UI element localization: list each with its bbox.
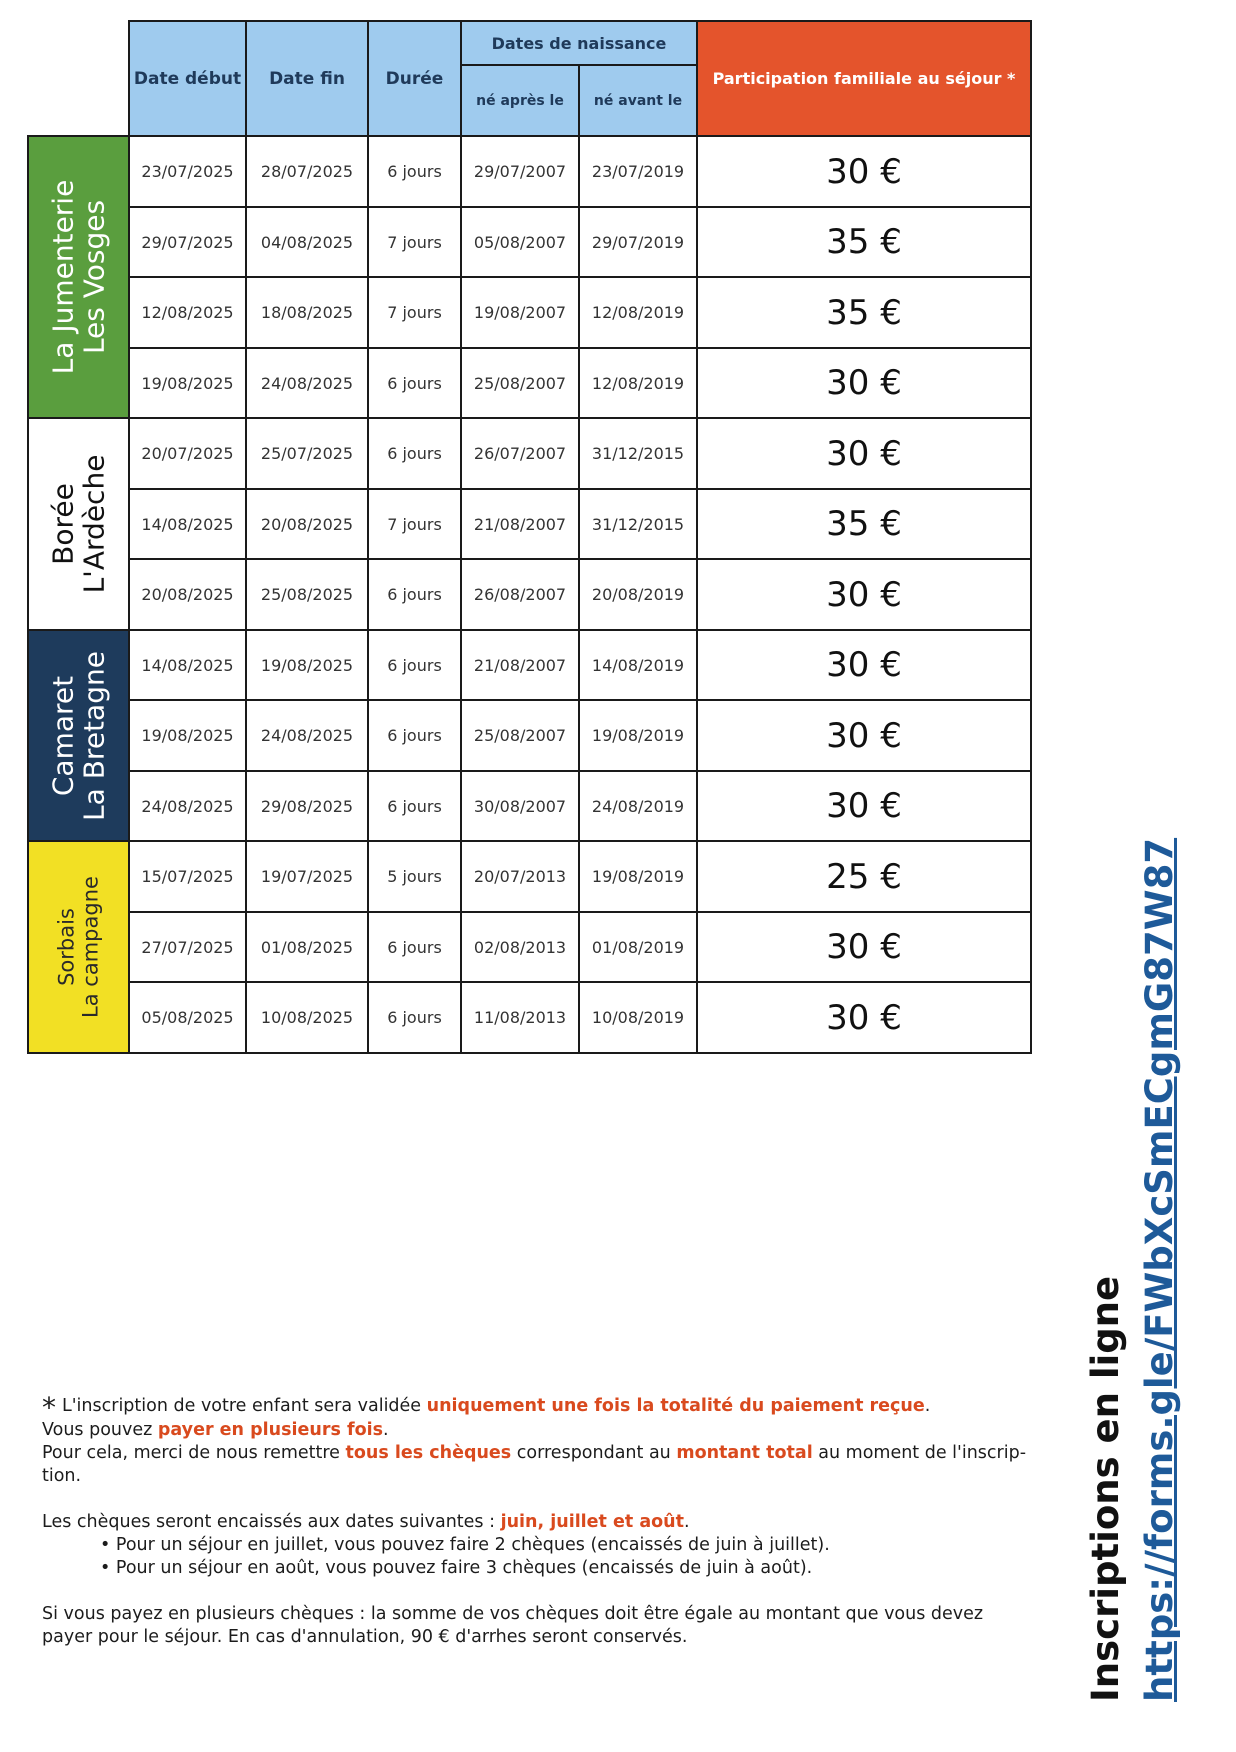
cell-duree: 6 jours (367, 699, 462, 772)
cell-duree: 7 jours (367, 206, 462, 278)
note-validation (42, 1391, 1052, 1424)
note-text: Vous pouvez (42, 1420, 158, 1440)
cell-ne-apres: 21/08/2007 (460, 488, 580, 560)
cell-date-debut: 15/07/2025 (128, 840, 247, 913)
cell-date-debut: 19/08/2025 (128, 347, 247, 419)
header-ne-avant: né avant le (578, 64, 698, 137)
header-participation: Participation familiale au séjour * (696, 20, 1032, 137)
cell-participation: 35 € (696, 206, 1032, 278)
bullet-august: • Pour un séjour en août, vous pouvez faire 3 chèques (encaissés de juin à août). (100, 1558, 813, 1578)
note-highlight: uniquement une fois la totalité du paiement reçue (426, 1396, 925, 1416)
cell-duree: 5 jours (367, 840, 462, 913)
cell-ne-apres: 25/08/2007 (460, 699, 580, 772)
cell-date-fin: 01/08/2025 (245, 911, 369, 983)
cell-ne-avant: 10/08/2019 (578, 981, 698, 1054)
site-name-line: La Jumenterie (46, 179, 80, 375)
cell-date-debut: 20/07/2025 (128, 417, 247, 490)
cell-ne-apres: 25/08/2007 (460, 347, 580, 419)
note-text: . (924, 1396, 931, 1416)
header-dates-naissance: Dates de naissance (460, 20, 698, 66)
cell-ne-avant: 20/08/2019 (578, 558, 698, 631)
cell-ne-apres: 26/08/2007 (460, 558, 580, 631)
cell-participation: 30 € (696, 699, 1032, 772)
note-text: au moment de l'inscrip- (812, 1443, 1027, 1463)
cell-date-debut: 19/08/2025 (128, 699, 247, 772)
online-title: Inscriptions en ligne (1084, 1275, 1127, 1702)
cell-participation: 30 € (696, 135, 1032, 208)
cell-date-fin: 25/08/2025 (245, 558, 369, 631)
cell-duree: 6 jours (367, 135, 462, 208)
cell-date-fin: 24/08/2025 (245, 699, 369, 772)
cell-duree: 6 jours (367, 981, 462, 1054)
note-text: Les chèques seront encaissés aux dates suivantes : (42, 1512, 501, 1532)
note-text: L'inscription de votre enfant sera validée (62, 1396, 427, 1416)
cell-ne-apres: 29/07/2007 (460, 135, 580, 208)
cell-ne-avant: 12/08/2019 (578, 347, 698, 419)
cell-ne-apres: 19/08/2007 (460, 276, 580, 349)
cell-participation: 25 € (696, 840, 1032, 913)
cell-ne-avant: 24/08/2019 (578, 770, 698, 842)
note-text: Pour cela, merci de nous remettre (42, 1443, 346, 1463)
cell-ne-apres: 20/07/2013 (460, 840, 580, 913)
cell-date-fin: 24/08/2025 (245, 347, 369, 419)
cell-duree: 6 jours (367, 558, 462, 631)
cell-ne-avant: 29/07/2019 (578, 206, 698, 278)
note-highlight: tous les chèques (345, 1443, 512, 1463)
site-name-line: Camaret (46, 675, 80, 796)
site-label-2 (27, 629, 130, 842)
header-ne-apres: né après le (460, 64, 580, 137)
site-label-1 (27, 417, 130, 631)
cell-ne-avant: 31/12/2015 (578, 417, 698, 490)
cell-date-debut: 14/08/2025 (128, 488, 247, 560)
cell-ne-avant: 12/08/2019 (578, 276, 698, 349)
cell-duree: 7 jours (367, 488, 462, 560)
online-link[interactable]: https://forms.gle/FWbXcSmECgmG87W87 (1138, 837, 1181, 1702)
cell-date-debut: 20/08/2025 (128, 558, 247, 631)
cell-date-fin: 04/08/2025 (245, 206, 369, 278)
cell-ne-apres: 11/08/2013 (460, 981, 580, 1054)
cell-participation: 30 € (696, 911, 1032, 983)
cell-date-fin: 19/07/2025 (245, 840, 369, 913)
cell-date-fin: 18/08/2025 (245, 276, 369, 349)
site-label-3 (27, 840, 130, 1054)
cell-date-debut: 27/07/2025 (128, 911, 247, 983)
cell-ne-avant: 31/12/2015 (578, 488, 698, 560)
cell-duree: 7 jours (367, 276, 462, 349)
bullet-july: • Pour un séjour en juillet, vous pouvez faire 2 chèques (encaissés de juin à juillet). (100, 1535, 830, 1555)
cell-ne-apres: 26/07/2007 (460, 417, 580, 490)
site-label-0 (27, 135, 130, 419)
note-cheques (42, 1442, 1052, 1465)
cell-ne-apres: 21/08/2007 (460, 629, 580, 701)
site-name-line: Les Vosges (77, 199, 111, 355)
cell-ne-apres: 02/08/2013 (460, 911, 580, 983)
site-name-line: Borée (46, 483, 80, 565)
cell-date-fin: 10/08/2025 (245, 981, 369, 1054)
cell-date-debut: 29/07/2025 (128, 206, 247, 278)
cell-date-fin: 19/08/2025 (245, 629, 369, 701)
cell-participation: 30 € (696, 629, 1032, 701)
cell-date-debut: 12/08/2025 (128, 276, 247, 349)
cell-participation: 30 € (696, 417, 1032, 490)
cell-participation: 30 € (696, 558, 1032, 631)
cell-ne-avant: 14/08/2019 (578, 629, 698, 701)
cell-participation: 35 € (696, 276, 1032, 349)
cell-date-debut: 05/08/2025 (128, 981, 247, 1054)
cell-date-debut: 24/08/2025 (128, 770, 247, 842)
cell-duree: 6 jours (367, 417, 462, 490)
cell-duree: 6 jours (367, 629, 462, 701)
cell-duree: 6 jours (367, 347, 462, 419)
cell-date-fin: 28/07/2025 (245, 135, 369, 208)
note-sum-rule: Si vous payez en plusieurs chèques : la somme de vos chèques doit être égale au montant que vous devez (42, 1604, 984, 1624)
cell-ne-avant: 19/08/2019 (578, 840, 698, 913)
note-highlight: montant total (676, 1443, 813, 1463)
cell-duree: 6 jours (367, 911, 462, 983)
cell-participation: 30 € (696, 770, 1032, 842)
note-cashing-dates (42, 1511, 1052, 1534)
header-date-debut: Date début (128, 20, 247, 137)
cell-participation: 35 € (696, 488, 1032, 560)
cell-date-fin: 25/07/2025 (245, 417, 369, 490)
note-text: correspondant au (511, 1443, 677, 1463)
note-cheques-end: tion. (42, 1466, 82, 1486)
cell-date-debut: 14/08/2025 (128, 629, 247, 701)
note-multiple-payments (42, 1419, 1052, 1442)
cell-date-fin: 29/08/2025 (245, 770, 369, 842)
site-name-line: L'Ardèche (77, 454, 111, 594)
cell-ne-avant: 01/08/2019 (578, 911, 698, 983)
cell-ne-avant: 19/08/2019 (578, 699, 698, 772)
note-highlight: juin, juillet et août (500, 1512, 684, 1532)
cell-ne-apres: 30/08/2007 (460, 770, 580, 842)
cell-date-debut: 23/07/2025 (128, 135, 247, 208)
payment-notes (42, 1391, 1052, 1649)
note-highlight: payer en plusieurs fois (157, 1420, 384, 1440)
cell-ne-apres: 05/08/2007 (460, 206, 580, 278)
note-cancellation: payer pour le séjour. En cas d'annulation, 90 € d'arrhes seront conservés. (42, 1627, 688, 1647)
note-text: . (383, 1420, 389, 1440)
site-name-line: La campagne (77, 876, 102, 1018)
cell-date-fin: 20/08/2025 (245, 488, 369, 560)
cell-duree: 6 jours (367, 770, 462, 842)
cell-participation: 30 € (696, 347, 1032, 419)
cell-participation: 30 € (696, 981, 1032, 1054)
note-text: . (684, 1512, 690, 1532)
asterisk: * (42, 1391, 56, 1424)
header-date-fin: Date fin (245, 20, 369, 137)
cell-ne-avant: 23/07/2019 (578, 135, 698, 208)
site-name-line: Sorbais (53, 908, 78, 986)
header-duree: Durée (367, 20, 462, 137)
site-name-line: La Bretagne (77, 650, 111, 821)
